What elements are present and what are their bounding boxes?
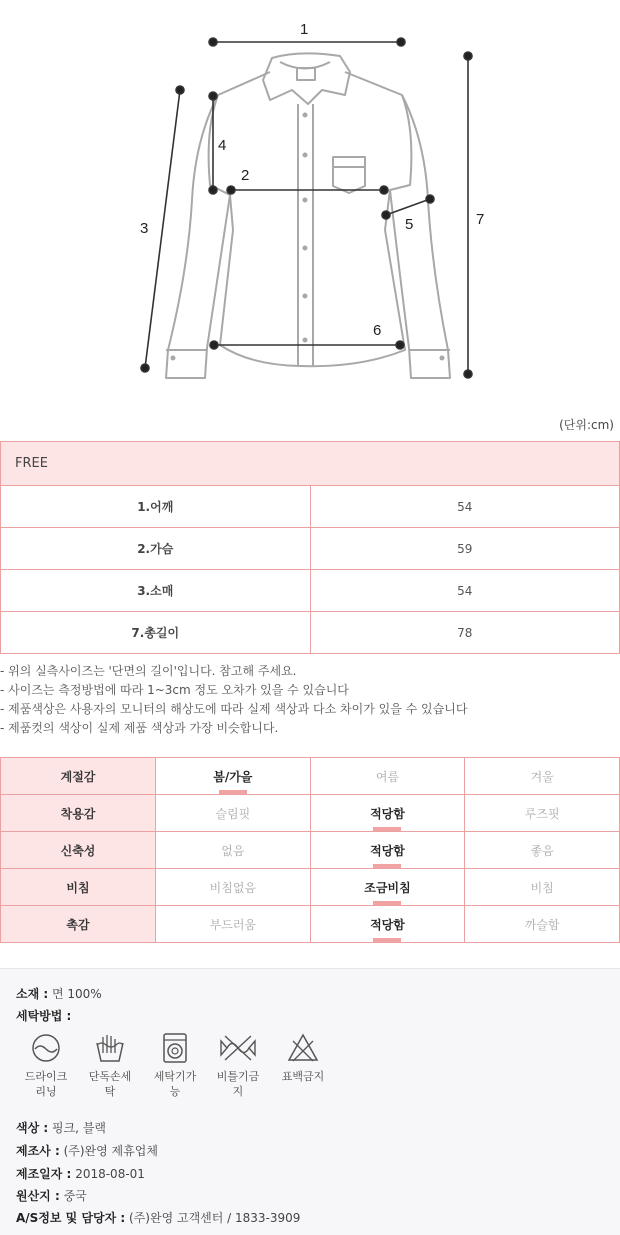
feel-option-selected: 봄/가을 (156, 758, 311, 795)
size-value: 59 (310, 528, 620, 570)
selected-bar (373, 901, 401, 905)
label-5: 5 (405, 216, 414, 233)
selected-bar (373, 827, 401, 831)
feel-option: 비침 (465, 869, 620, 906)
wash-item-hand-wash: 단독손세 탁 (80, 1033, 140, 1099)
fit-feel-table (0, 757, 620, 943)
note-line: - 제품색상은 사용자의 모니터의 해상도에 따라 실제 색상과 다소 차이가 있을 수 있습니다 (0, 702, 468, 716)
table-row (1, 528, 620, 570)
color-line: 색상 : 핑크, 블랙 (16, 1121, 106, 1135)
wash-item-washing-machine: 세탁기가 능 (145, 1033, 205, 1099)
size-label: 3.소매 (1, 570, 311, 612)
hand-wash-icon (94, 1033, 126, 1063)
feel-option-selected: 조금비침 (310, 869, 465, 906)
label-7: 7 (476, 211, 485, 228)
wash-label: 세탁방법 : (16, 1009, 72, 1023)
label-3: 3 (140, 220, 149, 237)
table-row (1, 906, 620, 943)
size-table (0, 441, 620, 654)
feel-option: 슬림핏 (156, 795, 311, 832)
note-line: - 위의 실측사이즈는 '단면의 길이'입니다. 참고해 주세요. (0, 664, 297, 678)
size-label: 1.어깨 (1, 486, 311, 528)
size-value: 78 (310, 612, 620, 654)
table-row (1, 570, 620, 612)
product-info-panel (0, 968, 620, 1235)
feel-option: 여름 (310, 758, 465, 795)
size-value: 54 (310, 570, 620, 612)
feel-category: 촉감 (1, 906, 156, 943)
table-row (1, 832, 620, 869)
dot-icon (209, 38, 217, 46)
shirt-measurement-diagram (0, 0, 620, 400)
table-row (1, 869, 620, 906)
dot-icon (397, 38, 405, 46)
label-4: 4 (218, 137, 227, 154)
feel-category: 계절감 (1, 758, 156, 795)
size-label: 7.총길이 (1, 612, 311, 654)
table-row (1, 612, 620, 654)
selected-bar (373, 938, 401, 942)
no-wring-icon (219, 1033, 257, 1063)
size-label: 2.가슴 (1, 528, 311, 570)
as-info-line: A/S정보 및 담당자 : (주)완영 고객센터 / 1833-3909 (16, 1211, 301, 1225)
note-line: - 사이즈는 측정방법에 따라 1~3cm 정도 오차가 있을 수 있습니다 (0, 683, 349, 697)
no-bleach-icon (287, 1033, 319, 1063)
size-notes (0, 662, 620, 738)
wash-item-no-wring: 비틀기금 지 (208, 1033, 268, 1099)
feel-category: 신축성 (1, 832, 156, 869)
wash-item-dry-clean: 드라이크 리닝 (16, 1033, 76, 1099)
origin-line: 원산지 : 중국 (16, 1189, 87, 1203)
feel-option-selected: 적당함 (310, 906, 465, 943)
size-header: FREE (1, 442, 620, 486)
selected-bar (219, 790, 247, 794)
feel-category: 비침 (1, 869, 156, 906)
note-line: - 제품컷의 색상이 실제 제품 색상과 가장 비슷합니다. (0, 721, 279, 735)
dry-clean-icon (30, 1033, 62, 1063)
material-line: 소재 : 면 100% (16, 987, 102, 1001)
table-row (1, 795, 620, 832)
size-value: 54 (310, 486, 620, 528)
table-row (1, 758, 620, 795)
feel-option-selected: 적당함 (310, 795, 465, 832)
feel-option: 루즈핏 (465, 795, 620, 832)
date-line: 제조일자 : 2018-08-01 (16, 1167, 145, 1181)
label-6: 6 (373, 322, 382, 339)
label-2: 2 (241, 167, 250, 184)
feel-option: 좋음 (465, 832, 620, 869)
feel-category: 착용감 (1, 795, 156, 832)
unit-label: (단위:cm) (559, 418, 614, 432)
wash-item-no-bleach: 표백금지 (273, 1033, 333, 1084)
feel-option: 부드러움 (156, 906, 311, 943)
selected-bar (373, 864, 401, 868)
feel-option: 없음 (156, 832, 311, 869)
maker-line: 제조사 : (주)완영 제휴업체 (16, 1144, 158, 1158)
feel-option-selected: 적당함 (310, 832, 465, 869)
washing-machine-icon (159, 1033, 191, 1063)
label-1: 1 (300, 21, 309, 38)
table-row (1, 486, 620, 528)
feel-option: 비침없음 (156, 869, 311, 906)
feel-option: 까슬함 (465, 906, 620, 943)
feel-option: 겨울 (465, 758, 620, 795)
measure-line-3 (145, 90, 180, 368)
